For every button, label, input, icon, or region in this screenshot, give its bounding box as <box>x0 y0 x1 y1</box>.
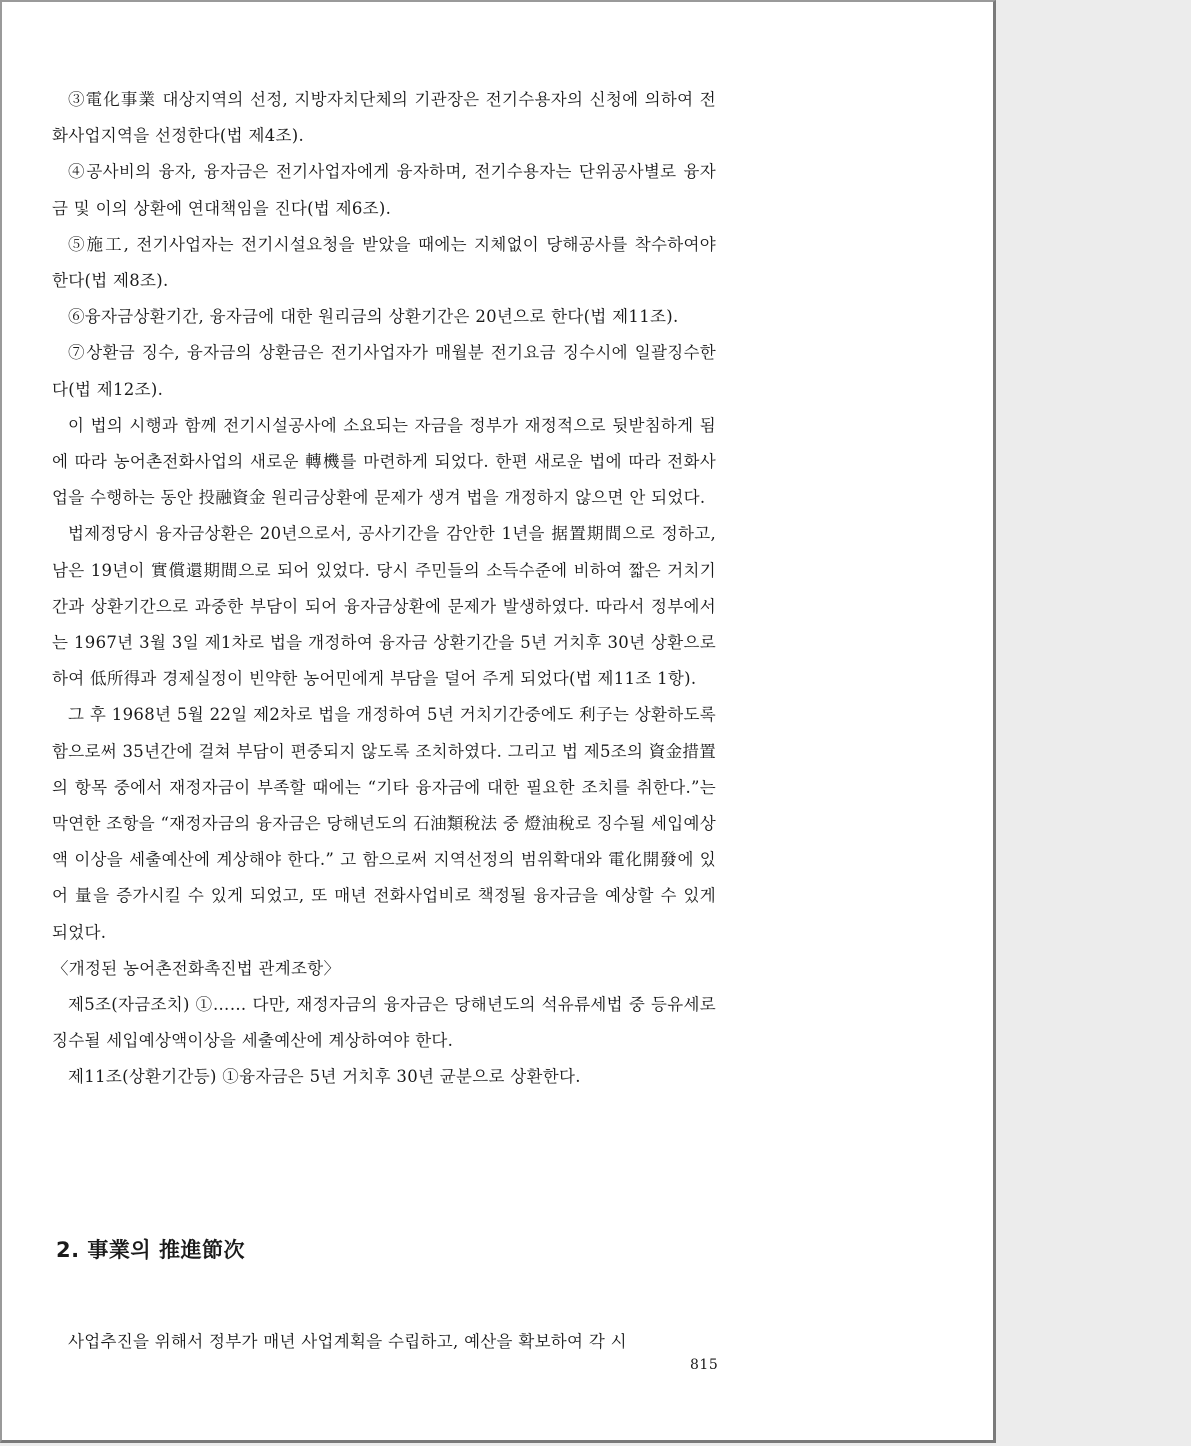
paragraph-item-5: ⑤施工, 전기사업자는 전기시설요청을 받았을 때에는 지체없이 당해공사를 착수하여야 한다(법 제8조). <box>52 234 716 291</box>
page-number: 815 <box>690 1357 719 1373</box>
paragraph-item-7: ⑦상환금 징수, 융자금의 상환금은 전기사업자가 매월분 전기요금 징수시에 일괄징수한다(법 제12조). <box>52 343 716 399</box>
document-body <box>52 82 716 1096</box>
amended-clauses-caption: 〈개정된 농어촌전화촉진법 관계조항〉 <box>52 958 341 978</box>
article-5-quote: 제5조(자금조치) ①…… 다만, 재정자금의 융자금은 당해년도의 석유류세법 중 등유세로 징수될 세입예상액이상을 세출예산에 계상하여야 한다. <box>52 995 716 1051</box>
paragraph-item-6: ⑥융자금상환기간, 융자금에 대한 원리금의 상환기간은 20년으로 한다(법 제11조). <box>68 307 679 327</box>
paragraph-law-effect: 이 법의 시행과 함께 전기시설공사에 소요되는 자금을 정부가 재정적으로 뒷받침하게 됨에 따라 농어촌전화사업의 새로운 轉機를 마련하게 되었다. 한편 새로운 법에 따라 전화사업을 수행하는 동안 投融資金 원리금상환에 문제가 생겨 법을 개정하지 않으면 안 되었다. <box>52 415 716 508</box>
section-paragraph: 사업추진을 위해서 정부가 매년 사업계획을 수립하고, 예산을 확보하여 각 시 <box>68 1331 627 1351</box>
paragraph-item-3: ③電化事業 대상지역의 선정, 지방자치단체의 기관장은 전기수용자의 신청에 의하여 전화사업지역을 선정한다(법 제4조). <box>52 90 716 146</box>
section-heading: 2. 事業의 推進節次 <box>56 1238 245 1262</box>
article-11-quote: 제11조(상환기간등) ①융자금은 5년 거치후 30년 균분으로 상환한다. <box>68 1067 581 1087</box>
paragraph-second-amendment: 그 후 1968년 5월 22일 제2차로 법을 개정하여 5년 거치기간중에도 利子는 상환하도록 함으로써 35년간에 걸쳐 부담이 편중되지 않도록 조치하였다. 그리고 법 제5조의 資金措置의 항목 중에서 재정자금이 부족할 때에는 “기타 융자금에 대한 필요한 조치를 취한다.”는 막연한 조항을 “재정자금의 융자금은 당해년도의 石油類稅法 중 燈油稅로 징수될 세입예상액 이상을 세출예산에 계상해야 한다.” 고 함으로써 지역선정의 범위확대와 電化開發에 있어 量을 증가시킬 수 있게 되었고, 또 매년 전화사업비로 책정될 융자금을 예상할 수 있게 되었다. <box>52 705 716 942</box>
paragraph-first-amendment: 법제정당시 융자금상환은 20년으로서, 공사기간을 감안한 1년을 据置期間으로 정하고, 남은 19년이 實償還期間으로 되어 있었다. 당시 주민들의 소득수준에 비하여 짧은 거치기간과 상환기간으로 과중한 부담이 되어 융자금상환에 문제가 발생하였다. 따라서 정부에서는 1967년 3월 3일 제1차로 법을 개정하여 융자금 상환기간을 5년 거치후 30년 상환으로 하여 低所得과 경제실정이 빈약한 농어민에게 부담을 덜어 주게 되었다(법 제11조 1항). <box>52 524 716 689</box>
paragraph-item-4: ④공사비의 융자, 융자금은 전기사업자에게 융자하며, 전기수용자는 단위공사별로 융자금 및 이의 상환에 연대책임을 진다(법 제6조). <box>52 162 716 218</box>
